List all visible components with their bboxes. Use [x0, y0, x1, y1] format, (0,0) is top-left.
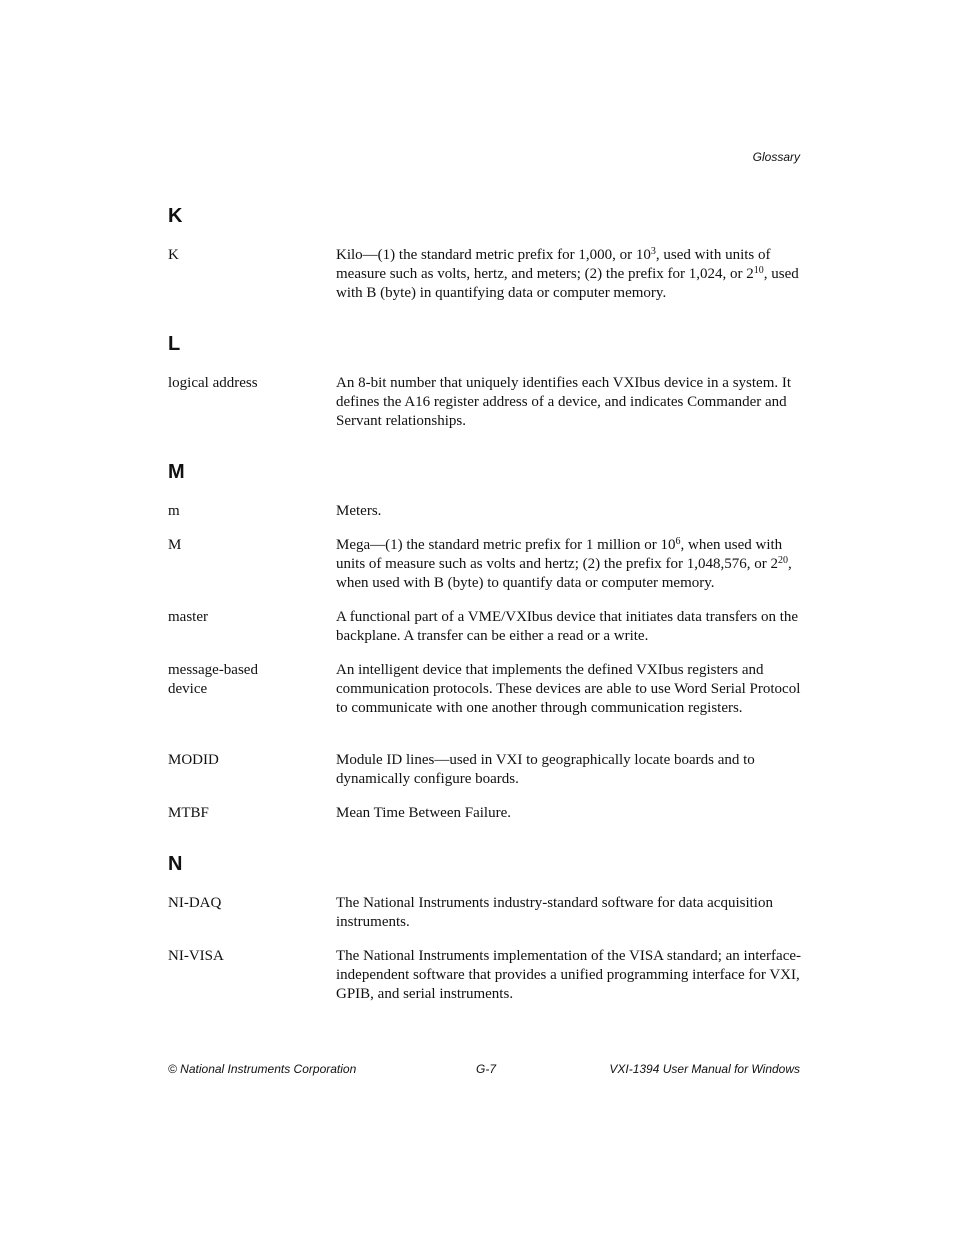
definition-modid: Module ID lines—used in VXI to geographically locate boards and to dynamically configure boards.: [336, 752, 755, 787]
definition-k-exponent-2: 10: [753, 264, 764, 276]
definition-k: [336, 246, 802, 302]
term-ni-daq: NI-DAQ: [168, 895, 222, 911]
definition-m-lower: Meters.: [336, 503, 382, 519]
term-m-upper: M: [168, 537, 182, 553]
term-modid: MODID: [168, 752, 219, 768]
term-k: K: [168, 247, 179, 263]
definition-m-text-1: Mega—(1) the standard metric prefix for 1 million or 10: [336, 537, 676, 553]
section-heading-m: M: [168, 461, 185, 483]
definition-m-exponent-2: 20: [777, 554, 788, 566]
definition-m-text-2: , when used with units of measure such as volts and hertz; (2) the prefix for 1,048,576, or 2: [336, 537, 783, 572]
running-header: Glossary: [752, 150, 800, 164]
definition-logical-address: An 8-bit number that uniquely identifies each VXIbus device in a system. It defines the A16 register address of a device, and indicates Commander and Servant relationships.: [336, 375, 792, 429]
definition-ni-daq: The National Instruments industry-standard software for data acquisition instruments.: [336, 895, 773, 930]
definition-k-text-2: , used with units of measure such as volts, hertz, and meters; (2) the prefix for 1,024, or 2: [336, 247, 771, 282]
term-master: master: [168, 609, 208, 625]
definition-mtbf: Mean Time Between Failure.: [336, 805, 511, 821]
definition-master: A functional part of a VME/VXIbus device that initiates data transfers on the backplane. A transfer can be either a read or a write.: [336, 609, 799, 644]
definition-k-text-3: , used with B (byte) in quantifying data or computer memory.: [336, 265, 799, 301]
term-mtbf: MTBF: [168, 805, 209, 821]
footer-page-number: G-7: [476, 1062, 497, 1076]
definition-ni-visa: The National Instruments implementation of the VISA standard; an interface-independent software that provides a unified programming interface for VXI, GPIB, and serial instruments.: [336, 948, 802, 1002]
definition-m-text-3: , when used with B (byte) to quantify data or computer memory.: [336, 555, 792, 591]
section-heading-n: N: [168, 853, 183, 875]
footer-copyright: © National Instruments Corporation: [168, 1062, 357, 1076]
definition-k-text-1: Kilo—(1) the standard metric prefix for 1,000, or 10: [336, 247, 651, 263]
definition-m-exponent-1: 6: [675, 536, 681, 547]
term-message-based-device-line1: message-based: [168, 662, 258, 678]
definition-k-exponent-1: 3: [650, 246, 656, 257]
footer-manual-title: VXI-1394 User Manual for Windows: [609, 1062, 800, 1076]
term-message-based-device: [168, 661, 318, 698]
definition-message-based-device: An intelligent device that implements the defined VXIbus registers and communication protocols. These devices are able to use Word Serial Protocol to communicate with one another through communication registers.: [336, 662, 801, 716]
section-heading-l: L: [168, 333, 181, 355]
term-logical-address: logical address: [168, 375, 258, 391]
term-message-based-device-line2: device: [168, 680, 208, 697]
term-ni-visa: NI-VISA: [168, 948, 224, 964]
section-heading-k: K: [168, 205, 183, 227]
term-m-lower: m: [168, 503, 180, 519]
definition-m-upper: [336, 536, 802, 592]
